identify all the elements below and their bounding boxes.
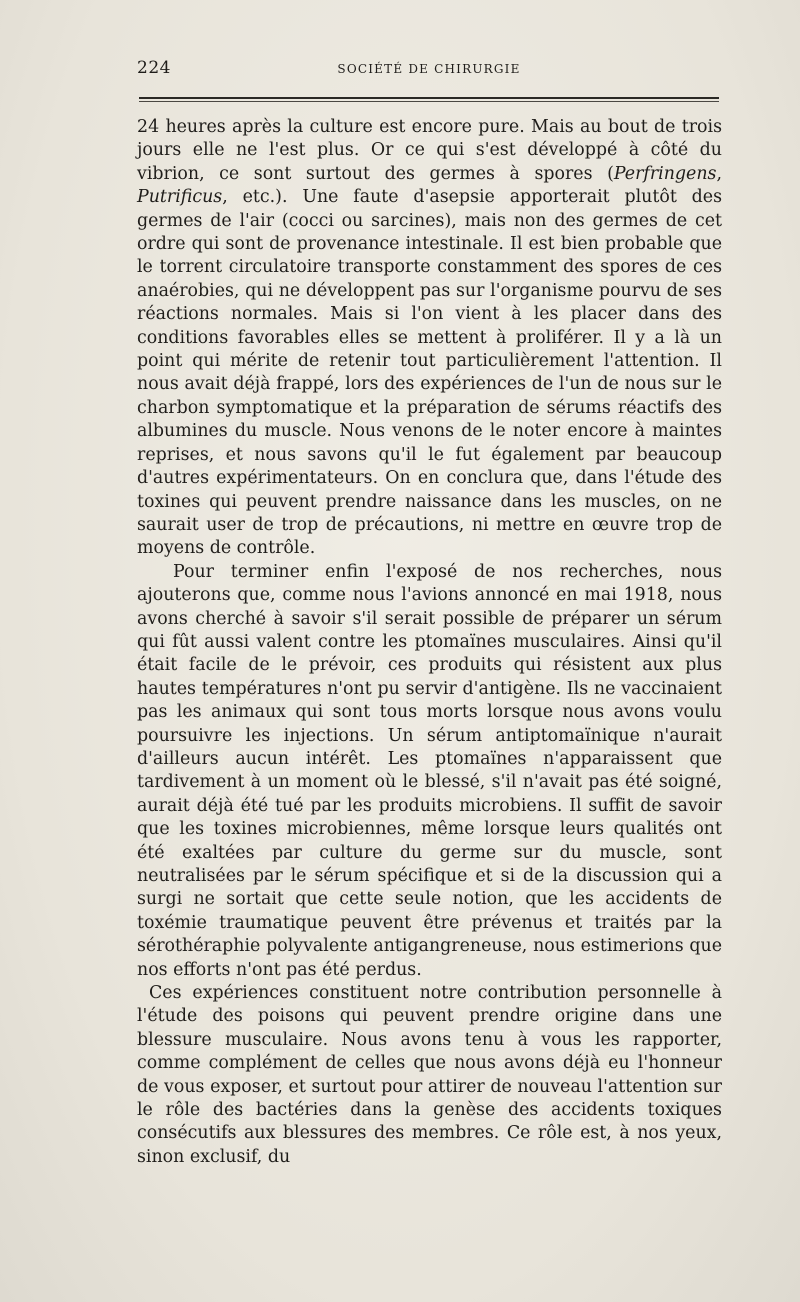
- italic-term-perfringens: Perfringens: [613, 163, 717, 184]
- paragraph-1: 24 heures après la culture est encore pure. Mais au bout de trois jours elle ne l'est plus. Or ce qui s'est développé à côté du vibrion, ce sont surtout des germes à spores (Perfringens, Putrificus, etc.). Une faute d'asepsie apporterait plutôt des germes de l'air (cocci ou sarcines), mais non des germes de cet ordre qui sont de provenance intestinale. Il est bien probable que le torrent circulatoire transporte constamment des spores de ces anaérobies, qui ne développent pas sur l'organisme pourvu de ses réactions normales. Mais si l'on vient à les placer dans des conditions favorables elles se mettent à proliférer. Il y a là un point qui mérite de retenir tout particulièrement l'attention. Il nous avait déjà frappé, lors des expériences de l'un de nous sur le charbon symptomatique et la préparation de sérums réactifs des albumines du muscle. Nous venons de le noter encore à maintes reprises, et nous savons qu'il le fut également par beaucoup d'autres expérimentateurs. On en conclura que, dans l'étude des toxines qui peuvent prendre naissance dans les muscles, on ne saurait user de trop de précautions, ni mettre en œuvre trop de moyens de contrôle.: [137, 117, 722, 559]
- header-rule: [139, 97, 719, 99]
- body-text: [137, 116, 722, 1169]
- paragraph-2: Pour terminer enfin l'exposé de nos recherches, nous ajouterons que, comme nous l'avions annoncé en mai 1918, nous avons cherché à savoir s'il serait possible de préparer un sérum qui fût aussi valent contre les ptomaïnes musculaires. Ainsi qu'il était facile de le prévoir, ces produits qui résistent aux plus hautes températures n'ont pu servir d'antigène. Ils ne vaccinaient pas les animaux qui sont tous morts lorsque nous avons voulu poursuivre les injections. Un sérum antiptomaïnique n'aurait d'ailleurs aucun intérêt. Les ptomaïnes n'apparaissent que tardivement à un moment où le blessé, s'il n'avait pas été soigné, aurait déjà été tué par les produits microbiens. Il suffit de savoir que les toxines microbiennes, même lorsque leurs qualités ont été exaltées par culture du germe sur du muscle, sont neutralisées par le sérum spécifique et si de la discussion qui a surgi ne sortait que cette seule notion, que les accidents de toxémie traumatique peuvent être prévenus et traités par la sérothéraphie polyvalente antigangreneuse, nous estimerions que nos efforts n'ont pas été perdus.: [137, 561, 722, 980]
- page-header: [137, 58, 721, 86]
- header-rule-thin: [139, 101, 719, 102]
- running-head: SOCIÉTÉ DE CHIRURGIE: [337, 62, 521, 76]
- page-number: 224: [137, 58, 171, 78]
- paragraph-3: Ces expériences constituent notre contribution personnelle à l'étude des poisons qui peuvent prendre origine dans une blessure musculaire. Nous avons tenu à vous les rapporter, comme complément de celles que nous avons déjà eu l'honneur de vous exposer, et surtout pour attirer de nouveau l'attention sur le rôle des bactéries dans la genèse des accidents toxiques consécutifs aux blessures des membres. Ce rôle est, à nos yeux, sinon exclusif, du: [137, 983, 722, 1167]
- italic-term-putrificus: Putrificus: [137, 187, 223, 208]
